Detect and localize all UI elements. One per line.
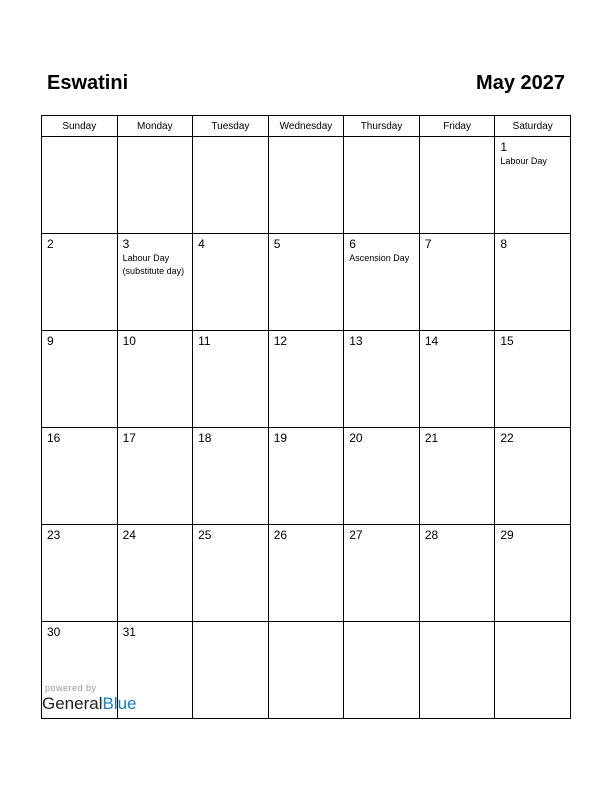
day-cell bbox=[117, 428, 193, 525]
weekday-thursday: Thursday bbox=[344, 116, 420, 137]
weekday-wednesday: Wednesday bbox=[268, 116, 344, 137]
weekday-saturday: Saturday bbox=[495, 116, 571, 137]
day-number: 13 bbox=[349, 334, 363, 348]
day-number: 17 bbox=[122, 431, 136, 445]
day-number: 31 bbox=[122, 625, 136, 639]
month-year-title: May 2027 bbox=[476, 72, 565, 94]
day-cell bbox=[419, 525, 495, 622]
day-number: 20 bbox=[349, 431, 363, 445]
day-cell bbox=[42, 234, 118, 331]
day-cell bbox=[117, 525, 193, 622]
day-cell bbox=[268, 234, 344, 331]
weekday-friday: Friday bbox=[419, 116, 495, 137]
day-cell bbox=[344, 622, 420, 719]
day-cell bbox=[268, 331, 344, 428]
day-cell bbox=[268, 428, 344, 525]
day-number: 25 bbox=[198, 528, 212, 542]
holiday-label: Labour Day bbox=[500, 156, 547, 166]
day-cell bbox=[419, 331, 495, 428]
day-cell bbox=[495, 622, 571, 719]
day-cell bbox=[495, 428, 571, 525]
day-number: 12 bbox=[273, 334, 288, 348]
day-cell bbox=[42, 137, 118, 234]
day-cell bbox=[344, 234, 420, 331]
week-row bbox=[42, 331, 571, 428]
day-cell bbox=[419, 622, 495, 719]
generalblue-logo[interactable] bbox=[42, 694, 137, 714]
day-number: 5 bbox=[273, 237, 281, 251]
day-cell bbox=[268, 137, 344, 234]
day-number: 4 bbox=[198, 237, 205, 251]
day-cell bbox=[42, 428, 118, 525]
weekday-header-row bbox=[42, 116, 571, 137]
day-cell bbox=[495, 137, 571, 234]
day-number: 26 bbox=[273, 528, 288, 542]
powered-by-label: powered by bbox=[45, 683, 97, 693]
day-number: 24 bbox=[122, 528, 136, 542]
day-cell bbox=[42, 331, 118, 428]
brand-general-text: General bbox=[42, 694, 103, 713]
day-cell bbox=[344, 525, 420, 622]
day-number: 27 bbox=[349, 528, 363, 542]
day-cell bbox=[117, 137, 193, 234]
day-number: 8 bbox=[500, 237, 508, 251]
day-number: 7 bbox=[424, 237, 432, 251]
day-number: 10 bbox=[122, 334, 136, 348]
day-cell bbox=[193, 428, 269, 525]
week-row bbox=[42, 234, 571, 331]
day-number: 3 bbox=[122, 237, 130, 251]
day-cell bbox=[42, 525, 118, 622]
country-title: Eswatini bbox=[47, 72, 129, 94]
day-number: 2 bbox=[47, 237, 54, 251]
day-number: 21 bbox=[424, 431, 439, 445]
day-cell bbox=[419, 428, 495, 525]
day-cell bbox=[344, 428, 420, 525]
holiday-label: Ascension Day bbox=[349, 253, 410, 263]
day-number: 15 bbox=[500, 334, 514, 348]
day-number: 23 bbox=[47, 528, 61, 542]
day-number: 11 bbox=[198, 334, 211, 348]
day-cell bbox=[117, 234, 193, 331]
day-cell bbox=[193, 137, 269, 234]
day-number: 6 bbox=[349, 237, 356, 251]
day-number: 14 bbox=[424, 334, 439, 348]
day-number: 16 bbox=[47, 431, 61, 445]
calendar-grid bbox=[41, 115, 571, 719]
day-number: 19 bbox=[273, 431, 288, 445]
day-cell bbox=[419, 234, 495, 331]
day-cell bbox=[193, 622, 269, 719]
day-cell bbox=[419, 137, 495, 234]
week-row bbox=[42, 137, 571, 234]
day-cell bbox=[193, 331, 269, 428]
day-cell bbox=[193, 234, 269, 331]
day-number: 18 bbox=[198, 431, 212, 445]
weekday-sunday: Sunday bbox=[42, 116, 118, 137]
day-cell bbox=[117, 331, 193, 428]
holiday-label: Labour Day (substitute day) bbox=[122, 253, 185, 276]
day-cell bbox=[495, 331, 571, 428]
week-row bbox=[42, 428, 571, 525]
weekday-tuesday: Tuesday bbox=[193, 116, 269, 137]
day-number: 22 bbox=[500, 431, 514, 445]
day-cell bbox=[268, 622, 344, 719]
day-number: 30 bbox=[47, 625, 61, 639]
day-cell bbox=[268, 525, 344, 622]
weekday-monday: Monday bbox=[117, 116, 193, 137]
day-number: 9 bbox=[47, 334, 54, 348]
day-number: 29 bbox=[500, 528, 514, 542]
day-cell bbox=[344, 331, 420, 428]
day-number: 28 bbox=[424, 528, 439, 542]
day-cell bbox=[344, 137, 420, 234]
day-cell bbox=[193, 525, 269, 622]
brand-blue-text: Blue bbox=[102, 694, 137, 713]
day-cell bbox=[495, 234, 571, 331]
day-number: 1 bbox=[500, 140, 508, 154]
day-cell bbox=[495, 525, 571, 622]
week-row bbox=[42, 525, 571, 622]
